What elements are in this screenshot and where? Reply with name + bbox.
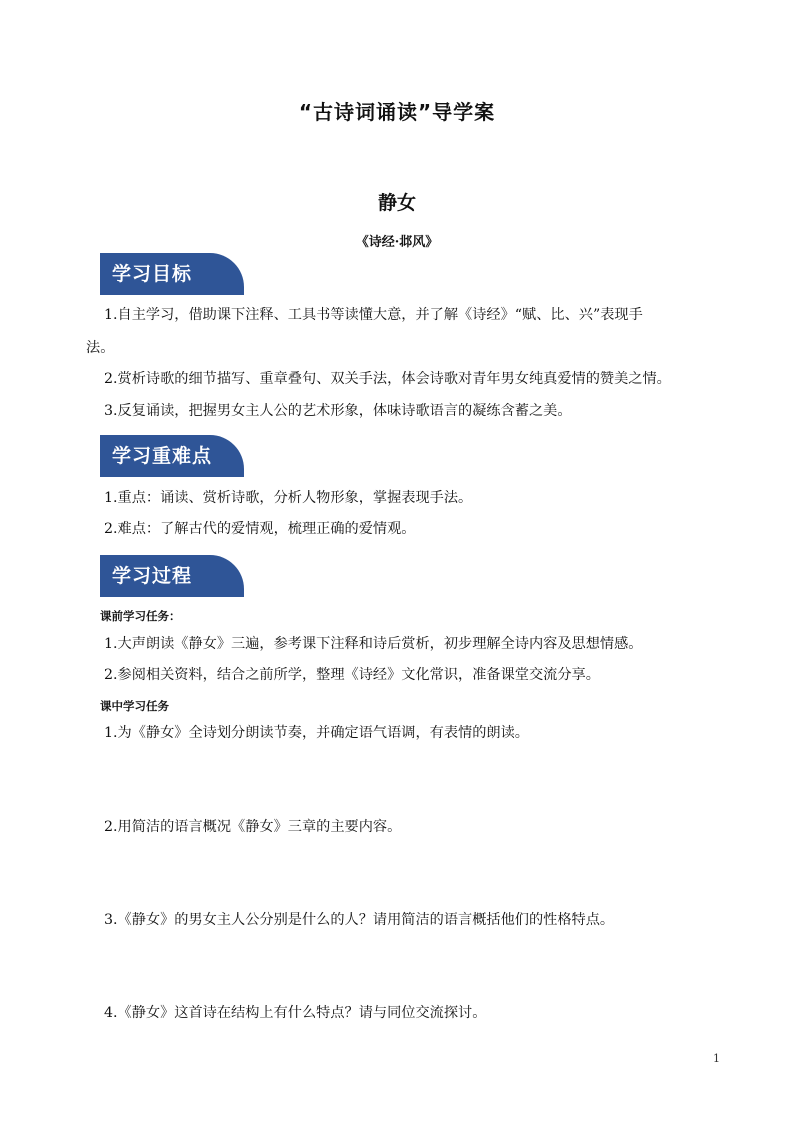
poem-title: 静女 bbox=[377, 192, 416, 214]
goal-item-3: 3.反复诵读，把握男女主人公的艺术形象，体味诗歌语言的凝练含蓄之美。 bbox=[104, 403, 572, 419]
goal-item-1: 1.自主学习，借助课下注释、工具书等读懂大意，并了解《诗经》“赋、比、兴”表现手 bbox=[104, 307, 643, 323]
pre-class-tasks-heading: 课前学习任务： bbox=[100, 609, 181, 623]
pre-task-2: 2.参阅相关资料，结合之前所学，整理《诗经》文化常识，准备课堂交流分享。 bbox=[104, 667, 600, 683]
in-task-4: 4.《静女》这首诗在结构上有什么特点？请与同位交流探讨。 bbox=[104, 1005, 487, 1021]
difficulty-item-2: 2.难点：了解古代的爱情观，梳理正确的爱情观。 bbox=[104, 521, 416, 537]
section-banner-difficulties: 学习重难点 bbox=[100, 435, 244, 477]
document-title: “古诗词诵读”导学案 bbox=[298, 100, 496, 124]
poem-source: 《诗经·邶风》 bbox=[355, 235, 439, 250]
in-class-tasks-heading: 课中学习任务 bbox=[100, 699, 169, 713]
goal-item-1-continued: 法。 bbox=[86, 340, 115, 356]
goal-item-2: 2.赏析诗歌的细节描写、重章叠句、双关手法，体会诗歌对青年男女纯真爱情的赞美之情。 bbox=[104, 371, 671, 387]
difficulty-item-1: 1.重点：诵读、赏析诗歌，分析人物形象，掌握表现手法。 bbox=[104, 490, 473, 506]
page-number: 1 bbox=[713, 1052, 720, 1065]
in-task-1: 1.为《静女》全诗划分朗读节奏，并确定语气语调，有表情的朗读。 bbox=[104, 725, 529, 741]
section-banner-goals: 学习目标 bbox=[100, 253, 244, 295]
in-task-2: 2.用简洁的语言概况《静女》三章的主要内容。 bbox=[104, 819, 402, 835]
section-banner-process: 学习过程 bbox=[100, 555, 244, 597]
in-task-3: 3.《静女》的男女主人公分别是什么的人？请用简洁的语言概括他们的性格特点。 bbox=[104, 912, 615, 928]
pre-task-1: 1.大声朗读《静女》三遍，参考课下注释和诗后赏析，初步理解全诗内容及思想情感。 bbox=[104, 636, 643, 652]
